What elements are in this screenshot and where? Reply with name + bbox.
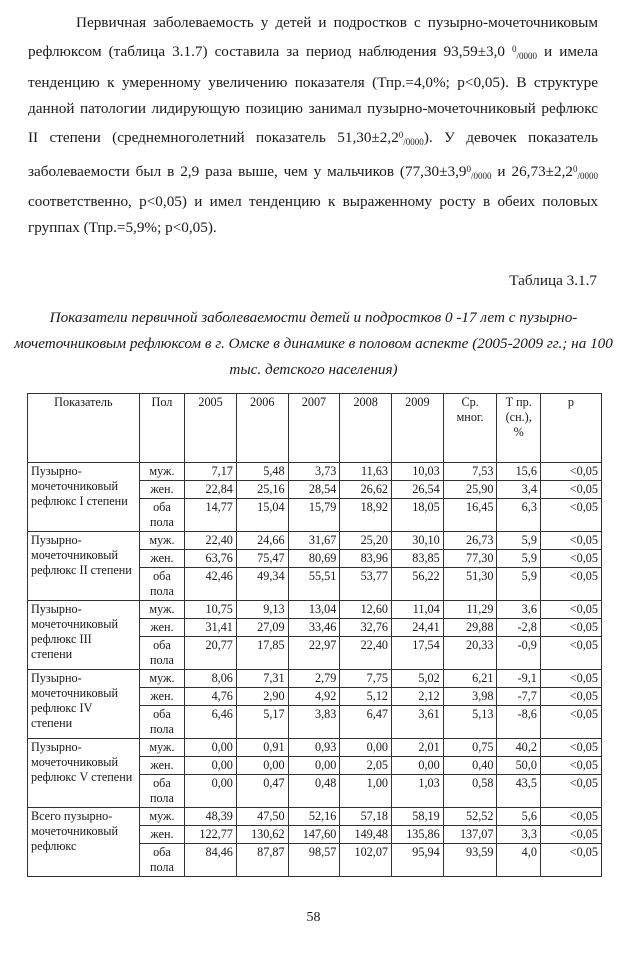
value-2005: 0,00 [185, 775, 237, 808]
value-2008: 26,62 [340, 481, 392, 499]
unit-per-100k-1: 0/0000 [512, 44, 538, 62]
value-2008: 102,07 [340, 844, 392, 877]
value-2005: 14,77 [185, 499, 237, 532]
value-mean: 5,13 [443, 706, 497, 739]
value-2008: 22,40 [340, 637, 392, 670]
value-2009: 83,85 [392, 550, 444, 568]
value-2005: 7,17 [185, 463, 237, 481]
value-trend: 5,6 [497, 808, 540, 826]
value-2005: 48,39 [185, 808, 237, 826]
paragraph-text-4: и 26,73±2,2 [491, 162, 573, 180]
table-row [28, 739, 602, 757]
value-trend: -7,7 [497, 688, 540, 706]
value-trend: 5,9 [497, 550, 540, 568]
value-trend: 40,2 [497, 739, 540, 757]
value-mean: 7,53 [443, 463, 497, 481]
value-2006: 2,90 [236, 688, 288, 706]
value-2007: 0,48 [288, 775, 340, 808]
value-2006: 5,17 [236, 706, 288, 739]
value-trend: 3,6 [497, 601, 540, 619]
value-2007: 33,46 [288, 619, 340, 637]
value-2009: 24,41 [392, 619, 444, 637]
value-2008: 12,60 [340, 601, 392, 619]
value-mean: 20,33 [443, 637, 497, 670]
value-2006: 75,47 [236, 550, 288, 568]
value-p: <0,05 [540, 481, 601, 499]
value-2008: 5,12 [340, 688, 392, 706]
value-2008: 25,20 [340, 532, 392, 550]
value-2008: 11,63 [340, 463, 392, 481]
value-2009: 26,54 [392, 481, 444, 499]
value-2005: 42,46 [185, 568, 237, 601]
header-2008: 2008 [340, 394, 392, 463]
value-2006: 130,62 [236, 826, 288, 844]
value-2007: 0,00 [288, 757, 340, 775]
value-2006: 17,85 [236, 637, 288, 670]
table-caption: Показатели первичной заболеваемости детей и подростков 0 -17 лет с пузырно-мочеточниковым рефлюксом в г. Омске в динамике в половом аспекте (2005-2009 гг.; на 100 тыс. детского населения) [14, 309, 613, 378]
value-2007: 52,16 [288, 808, 340, 826]
value-2005: 8,06 [185, 670, 237, 688]
indicator-cell: Пузырно-мочеточниковый рефлюкс III степени [28, 601, 140, 670]
value-p: <0,05 [540, 532, 601, 550]
value-2005: 20,77 [185, 637, 237, 670]
value-2005: 0,00 [185, 739, 237, 757]
value-2009: 58,19 [392, 808, 444, 826]
sex-cell: жен. [139, 826, 185, 844]
paragraph-text-3: ). У девочек показатель заболеваемости был в 2,9 раза выше, чем у мальчиков (77,30±3,9 [28, 129, 598, 180]
value-2005: 31,41 [185, 619, 237, 637]
sex-cell: оба пола [139, 568, 185, 601]
header-2009: 2009 [392, 394, 444, 463]
value-2009: 5,02 [392, 670, 444, 688]
value-2006: 0,91 [236, 739, 288, 757]
sex-cell: муж. [139, 532, 185, 550]
value-2007: 98,57 [288, 844, 340, 877]
table-header-row [28, 394, 602, 463]
value-2007: 22,97 [288, 637, 340, 670]
value-trend: 50,0 [497, 757, 540, 775]
value-p: <0,05 [540, 499, 601, 532]
value-p: <0,05 [540, 463, 601, 481]
value-2006: 15,04 [236, 499, 288, 532]
value-2009: 30,10 [392, 532, 444, 550]
value-trend: -9,1 [497, 670, 540, 688]
header-2006: 2006 [236, 394, 288, 463]
value-2008: 57,18 [340, 808, 392, 826]
sex-cell: жен. [139, 757, 185, 775]
incidence-table [27, 393, 602, 877]
value-p: <0,05 [540, 670, 601, 688]
value-2009: 135,86 [392, 826, 444, 844]
value-p: <0,05 [540, 601, 601, 619]
value-mean: 51,30 [443, 568, 497, 601]
table-row [28, 808, 602, 826]
value-2007: 13,04 [288, 601, 340, 619]
sex-cell: муж. [139, 463, 185, 481]
header-sex: Пол [139, 394, 185, 463]
header-p: p [540, 394, 601, 463]
value-2006: 49,34 [236, 568, 288, 601]
value-2007: 3,83 [288, 706, 340, 739]
value-2009: 95,94 [392, 844, 444, 877]
value-2007: 2,79 [288, 670, 340, 688]
header-2007: 2007 [288, 394, 340, 463]
header-2005: 2005 [185, 394, 237, 463]
header-mean: Ср. мног. [443, 394, 497, 463]
table-row [28, 463, 602, 481]
value-mean: 16,45 [443, 499, 497, 532]
value-mean: 26,73 [443, 532, 497, 550]
indicator-cell: Пузырно-мочеточниковый рефлюкс IV степени [28, 670, 140, 739]
header-trend: Т пр. (сн.), % [497, 394, 540, 463]
indicator-cell: Всего пузырно-мочеточниковый рефлюкс [28, 808, 140, 877]
value-trend: 15,6 [497, 463, 540, 481]
value-p: <0,05 [540, 568, 601, 601]
value-trend: 6,3 [497, 499, 540, 532]
value-2009: 2,12 [392, 688, 444, 706]
value-2007: 28,54 [288, 481, 340, 499]
value-2009: 56,22 [392, 568, 444, 601]
sex-cell: оба пола [139, 499, 185, 532]
value-2006: 7,31 [236, 670, 288, 688]
sex-cell: муж. [139, 601, 185, 619]
value-p: <0,05 [540, 688, 601, 706]
value-2009: 10,03 [392, 463, 444, 481]
table-row [28, 670, 602, 688]
table-body [28, 463, 602, 877]
value-trend: 5,9 [497, 532, 540, 550]
value-2007: 3,73 [288, 463, 340, 481]
value-2006: 24,66 [236, 532, 288, 550]
value-mean: 29,88 [443, 619, 497, 637]
value-trend: 5,9 [497, 568, 540, 601]
value-2008: 53,77 [340, 568, 392, 601]
page-number: 58 [306, 910, 321, 925]
sex-cell: жен. [139, 550, 185, 568]
unit-per-100k-4: 0/0000 [573, 163, 599, 181]
value-mean: 25,90 [443, 481, 497, 499]
value-p: <0,05 [540, 706, 601, 739]
value-2006: 47,50 [236, 808, 288, 826]
value-2006: 27,09 [236, 619, 288, 637]
value-2009: 18,05 [392, 499, 444, 532]
value-2009: 11,04 [392, 601, 444, 619]
value-2005: 84,46 [185, 844, 237, 877]
paragraph-text-1: Первичная заболеваемость у детей и подростков с пузырно-мочеточниковым рефлюксом (таблица 3.1.7) составила за период наблюдения 93,59±3,0 [28, 14, 598, 61]
value-2009: 17,54 [392, 637, 444, 670]
value-2007: 55,51 [288, 568, 340, 601]
table-number: Таблица 3.1.7 [509, 272, 597, 289]
value-p: <0,05 [540, 826, 601, 844]
sex-cell: муж. [139, 739, 185, 757]
sex-cell: оба пола [139, 706, 185, 739]
sex-cell: оба пола [139, 637, 185, 670]
value-mean: 0,40 [443, 757, 497, 775]
value-2006: 0,00 [236, 757, 288, 775]
value-mean: 3,98 [443, 688, 497, 706]
value-2008: 18,92 [340, 499, 392, 532]
value-mean: 0,75 [443, 739, 497, 757]
value-2006: 25,16 [236, 481, 288, 499]
value-2005: 22,84 [185, 481, 237, 499]
sex-cell: муж. [139, 670, 185, 688]
value-2009: 2,01 [392, 739, 444, 757]
value-2005: 0,00 [185, 757, 237, 775]
table-row [28, 532, 602, 550]
value-2005: 6,46 [185, 706, 237, 739]
value-2005: 63,76 [185, 550, 237, 568]
value-2008: 2,05 [340, 757, 392, 775]
value-trend: 3,4 [497, 481, 540, 499]
value-2008: 7,75 [340, 670, 392, 688]
value-2009: 0,00 [392, 757, 444, 775]
value-2008: 83,96 [340, 550, 392, 568]
value-2006: 87,87 [236, 844, 288, 877]
value-2008: 1,00 [340, 775, 392, 808]
value-p: <0,05 [540, 637, 601, 670]
value-p: <0,05 [540, 775, 601, 808]
value-mean: 77,30 [443, 550, 497, 568]
value-2008: 6,47 [340, 706, 392, 739]
sex-cell: жен. [139, 688, 185, 706]
value-p: <0,05 [540, 550, 601, 568]
value-2005: 22,40 [185, 532, 237, 550]
indicator-cell: Пузырно-мочеточниковый рефлюкс I степени [28, 463, 140, 532]
value-mean: 93,59 [443, 844, 497, 877]
value-trend: -2,8 [497, 619, 540, 637]
value-mean: 6,21 [443, 670, 497, 688]
sex-cell: муж. [139, 808, 185, 826]
indicator-cell: Пузырно-мочеточниковый рефлюкс V степени [28, 739, 140, 808]
value-2006: 0,47 [236, 775, 288, 808]
value-2008: 32,76 [340, 619, 392, 637]
value-2009: 1,03 [392, 775, 444, 808]
sex-cell: жен. [139, 481, 185, 499]
value-2007: 31,67 [288, 532, 340, 550]
table-row [28, 601, 602, 619]
value-p: <0,05 [540, 808, 601, 826]
value-trend: -8,6 [497, 706, 540, 739]
value-2007: 147,60 [288, 826, 340, 844]
unit-per-100k-3: 0/0000 [466, 163, 492, 181]
value-trend: 3,3 [497, 826, 540, 844]
value-trend: 4,0 [497, 844, 540, 877]
value-2006: 9,13 [236, 601, 288, 619]
value-mean: 137,07 [443, 826, 497, 844]
value-2007: 80,69 [288, 550, 340, 568]
value-2006: 5,48 [236, 463, 288, 481]
paragraph-text-2: и имела тенденцию к умеренному увеличению показателя (Тпр.=4,0%; p<0,05). В структуре данной патологии лидирующую позицию занимал пузырно-мочеточниковый рефлюкс II степени (среднемноголетний показатель 51,30±2,2 [28, 43, 598, 147]
value-trend: -0,9 [497, 637, 540, 670]
value-2008: 149,48 [340, 826, 392, 844]
value-2005: 4,76 [185, 688, 237, 706]
value-p: <0,05 [540, 739, 601, 757]
value-mean: 11,29 [443, 601, 497, 619]
indicator-cell: Пузырно-мочеточниковый рефлюкс II степени [28, 532, 140, 601]
sex-cell: оба пола [139, 775, 185, 808]
value-2009: 3,61 [392, 706, 444, 739]
value-2008: 0,00 [340, 739, 392, 757]
unit-per-100k-2: 0/0000 [398, 130, 424, 148]
value-2005: 10,75 [185, 601, 237, 619]
header-indicator: Показатель [28, 394, 140, 463]
value-p: <0,05 [540, 844, 601, 877]
value-mean: 52,52 [443, 808, 497, 826]
value-2005: 122,77 [185, 826, 237, 844]
paragraph-text-5: соответственно, p<0,05) и имел тенденцию к выраженному росту в обеих половых группах (Тпр.=5,9%; p<0,05). [28, 192, 598, 237]
body-paragraph [28, 10, 598, 242]
value-p: <0,05 [540, 757, 601, 775]
value-p: <0,05 [540, 619, 601, 637]
value-2007: 4,92 [288, 688, 340, 706]
value-mean: 0,58 [443, 775, 497, 808]
value-2007: 0,93 [288, 739, 340, 757]
sex-cell: оба пола [139, 844, 185, 877]
value-trend: 43,5 [497, 775, 540, 808]
sex-cell: жен. [139, 619, 185, 637]
value-2007: 15,79 [288, 499, 340, 532]
